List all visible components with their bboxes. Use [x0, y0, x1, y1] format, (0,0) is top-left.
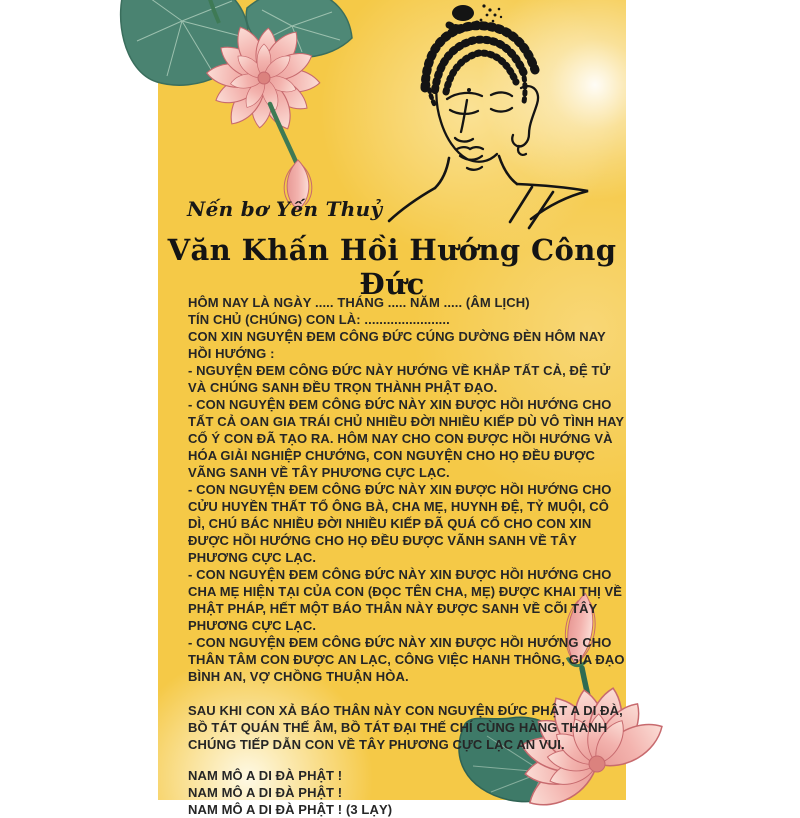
buddha-icon	[383, 0, 598, 240]
prayer-line: HÔM NAY LÀ NGÀY ..... THÁNG ..... NĂM ..... (ÂM LỊCH)	[188, 295, 530, 310]
prayer-line: - CON NGUYỆN ĐEM CÔNG ĐỨC NÀY XIN ĐƯỢC HỒI HƯỚNG CHO TẤT CẢ OAN GIA TRÁI CHỦ NHIỀU ĐỜI NHIỀU KIẾP DÙ VÔ TÌNH HAY CỐ Ý CON ĐÃ TẠO RA. HÔM NAY CHO CON ĐƯỢC HỒI HƯỚNG VÀ HÓA GIẢI NGHIỆP CHƯỚNG, CON NGUYỆN CHO HỌ ĐỀU ĐƯỢC VÃNG SANH VỀ TÂY PHƯƠNG CỰC LẠC.	[188, 397, 624, 480]
chant-line: NAM MÔ A DI ĐÀ PHẬT ! (3 LẠY)	[188, 802, 393, 817]
prayer-line: TÍN CHỦ (CHÚNG) CON LÀ: .......................	[188, 312, 450, 327]
prayer-closing: SAU KHI CON XẢ BÁO THÂN NÀY CON NGUYỆN ĐỨC PHẬT A DI ĐÀ, BỒ TÁT QUÁN THẾ ÂM, BỒ TÁT ĐẠI THẾ CHÍ CÙNG HÀNG THÁNH CHÚNG TIẾP DẪN CON VỀ TÂY PHƯƠNG CỰC LẠC AN VUI.	[188, 703, 623, 752]
lotus-top-left-icon	[152, 0, 412, 226]
chant-line: NAM MÔ A DI ĐÀ PHẬT !	[188, 785, 343, 800]
chant-block	[188, 767, 625, 818]
left-white-margin	[0, 0, 158, 800]
prayer-line: - CON NGUYỆN ĐEM CÔNG ĐỨC NÀY XIN ĐƯỢC HỒI HƯỚNG CHO THÂN TÂM CON ĐƯỢC AN LẠC, CÔNG VIỆC HANH THÔNG, GIA ĐẠO BÌNH AN, VỢ CHỒNG THUẬN HÒA.	[188, 635, 625, 684]
prayer-card	[158, 0, 626, 817]
brand-signature: Nến bơ Yến Thuỷ	[187, 197, 383, 221]
right-white-margin	[626, 0, 800, 800]
prayer-body	[188, 294, 625, 818]
prayer-line: - CON NGUYỆN ĐEM CÔNG ĐỨC NÀY XIN ĐƯỢC HỒI HƯỚNG CHO CHA MẸ HIỆN TẠI CỦA CON (ĐỌC TÊN CHA, MẸ) ĐƯỢC KHAI THỊ VỀ PHẬT PHÁP, HẾT MỘT BÁO THÂN NÀY ĐƯỢC SANH VỀ CÕI TÂY PHƯƠNG CỰC LẠC.	[188, 567, 623, 633]
page-title: Văn Khấn Hồi Hướng Công Đức	[167, 233, 617, 301]
prayer-line: - CON NGUYỆN ĐEM CÔNG ĐỨC NÀY XIN ĐƯỢC HỒI HƯỚNG CHO CỬU HUYỀN THẤT TỔ ÔNG BÀ, CHA MẸ, HUYNH ĐỆ, TỶ MUỘI, CÔ DÌ, CHÚ BÁC NHIỀU ĐỜI NHIỀU KIẾP ĐÃ QUÁ CỐ CHO CON XIN ĐƯỢC HỒI HƯỚNG CHO HỌ ĐỀU ĐƯỢC VÃNH SANH VỀ TÂY PHƯƠNG CỰC LẠC.	[188, 482, 612, 565]
prayer-line: CON XIN NGUYỆN ĐEM CÔNG ĐỨC CÚNG DƯỜNG ĐÈN HÔM NAY HỒI HƯỚNG :	[188, 329, 606, 361]
prayer-line: - NGUYỆN ĐEM CÔNG ĐỨC NÀY HƯỚNG VỀ KHẮP TẤT CẢ, ĐỆ TỬ VÀ CHÚNG SANH ĐỀU TRỌN THÀNH PHẬT ĐẠO.	[188, 363, 611, 395]
chant-line: NAM MÔ A DI ĐÀ PHẬT !	[188, 768, 343, 783]
